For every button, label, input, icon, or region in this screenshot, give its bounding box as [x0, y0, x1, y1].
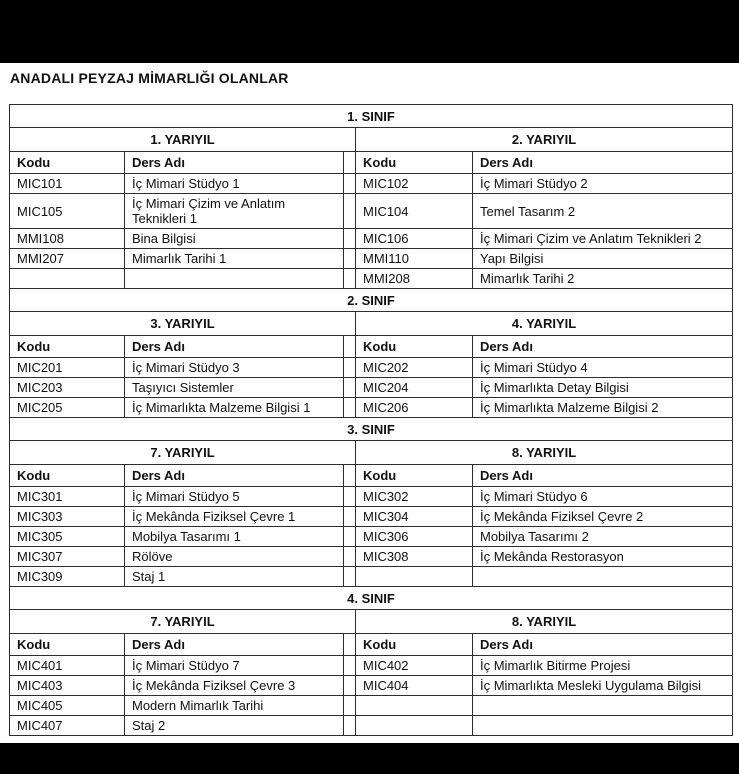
course-code-cell: MIC202	[356, 358, 473, 378]
class-title: 2. SINIF	[10, 289, 733, 312]
column-gap	[344, 152, 356, 174]
column-header-code: Kodu	[10, 336, 125, 358]
table-row	[10, 378, 733, 398]
course-code-cell: MIC403	[10, 676, 125, 696]
course-code-cell: MIC304	[356, 507, 473, 527]
page-title: ANADALI PEYZAJ MİMARLIĞI OLANLAR	[10, 70, 289, 86]
column-gap	[344, 229, 356, 249]
table-row	[10, 358, 733, 378]
course-name-cell: Yapı Bilgisi	[473, 249, 733, 269]
column-header-name: Ders Adı	[473, 465, 733, 487]
semester-header-row	[10, 312, 733, 336]
curriculum-table	[9, 104, 733, 736]
course-name-cell	[125, 269, 344, 289]
column-header-code: Kodu	[10, 465, 125, 487]
semester-header-right: 8. YARIYIL	[356, 441, 733, 465]
column-header-name: Ders Adı	[125, 336, 344, 358]
table-row	[10, 249, 733, 269]
column-header-name: Ders Adı	[473, 152, 733, 174]
semester-header-left: 7. YARIYIL	[10, 441, 356, 465]
course-code-cell: MIC101	[10, 174, 125, 194]
course-code-cell: MIC308	[356, 547, 473, 567]
column-gap	[344, 676, 356, 696]
course-name-cell: Modern Mimarlık Tarihi	[125, 696, 344, 716]
course-code-cell	[356, 696, 473, 716]
table-row	[10, 547, 733, 567]
class-title: 1. SINIF	[10, 105, 733, 128]
course-name-cell: İç Mimari Stüdyo 4	[473, 358, 733, 378]
course-name-cell	[473, 696, 733, 716]
table-row	[10, 507, 733, 527]
course-code-cell: MIC204	[356, 378, 473, 398]
course-name-cell: İç Mimarlıkta Malzeme Bilgisi 1	[125, 398, 344, 418]
course-name-cell: Mobilya Tasarımı 2	[473, 527, 733, 547]
table-row	[10, 487, 733, 507]
semester-header-left: 3. YARIYIL	[10, 312, 356, 336]
column-header-code: Kodu	[356, 634, 473, 656]
course-code-cell	[356, 716, 473, 736]
column-gap	[344, 174, 356, 194]
course-code-cell: MIC104	[356, 194, 473, 229]
course-name-cell: İç Mimarlıkta Mesleki Uygulama Bilgisi	[473, 676, 733, 696]
column-header-name: Ders Adı	[473, 634, 733, 656]
course-name-cell: İç Mimari Stüdyo 5	[125, 487, 344, 507]
course-name-cell: Rölöve	[125, 547, 344, 567]
course-code-cell: MIC307	[10, 547, 125, 567]
course-code-cell: MIC402	[356, 656, 473, 676]
semester-header-left: 1. YARIYIL	[10, 128, 356, 152]
column-gap	[344, 507, 356, 527]
column-header-name: Ders Adı	[125, 634, 344, 656]
course-code-cell: MMI207	[10, 249, 125, 269]
column-gap	[344, 547, 356, 567]
semester-header-row	[10, 128, 733, 152]
course-code-cell	[356, 567, 473, 587]
course-name-cell: İç Mekânda Restorasyon	[473, 547, 733, 567]
course-name-cell: İç Mekânda Fiziksel Çevre 3	[125, 676, 344, 696]
class-title-row	[10, 418, 733, 441]
top-letterbox-bar	[0, 0, 739, 63]
course-name-cell: İç Mimari Stüdyo 6	[473, 487, 733, 507]
bottom-letterbox-bar	[0, 743, 739, 774]
semester-header-right: 4. YARIYIL	[356, 312, 733, 336]
semester-header-row	[10, 610, 733, 634]
semester-header-row	[10, 441, 733, 465]
course-name-cell: İç Mimari Stüdyo 2	[473, 174, 733, 194]
course-name-cell: İç Mimari Stüdyo 3	[125, 358, 344, 378]
column-gap	[344, 269, 356, 289]
column-header-row	[10, 152, 733, 174]
course-name-cell: İç Mimarlık Bitirme Projesi	[473, 656, 733, 676]
course-code-cell: MIC309	[10, 567, 125, 587]
course-name-cell: Mimarlık Tarihi 2	[473, 269, 733, 289]
course-name-cell: İç Mimarlıkta Malzeme Bilgisi 2	[473, 398, 733, 418]
column-gap	[344, 398, 356, 418]
course-code-cell	[10, 269, 125, 289]
column-gap	[344, 249, 356, 269]
course-code-cell: MIC407	[10, 716, 125, 736]
table-row	[10, 194, 733, 229]
course-code-cell: MIC106	[356, 229, 473, 249]
course-name-cell: Bina Bilgisi	[125, 229, 344, 249]
column-header-code: Kodu	[356, 152, 473, 174]
class-title-row	[10, 105, 733, 128]
course-name-cell: Taşıyıcı Sistemler	[125, 378, 344, 398]
course-name-cell: İç Mekânda Fiziksel Çevre 2	[473, 507, 733, 527]
table-row	[10, 269, 733, 289]
column-gap	[344, 656, 356, 676]
course-name-cell	[473, 716, 733, 736]
course-code-cell: MIC102	[356, 174, 473, 194]
course-name-cell: İç Mimari Stüdyo 7	[125, 656, 344, 676]
course-code-cell: MIC206	[356, 398, 473, 418]
column-header-name: Ders Adı	[473, 336, 733, 358]
column-gap	[344, 194, 356, 229]
semester-header-right: 8. YARIYIL	[356, 610, 733, 634]
class-title: 3. SINIF	[10, 418, 733, 441]
course-code-cell: MMI108	[10, 229, 125, 249]
course-code-cell: MIC201	[10, 358, 125, 378]
column-header-name: Ders Adı	[125, 465, 344, 487]
course-name-cell: İç Mimari Çizim ve Anlatım Teknikleri 2	[473, 229, 733, 249]
column-header-code: Kodu	[10, 634, 125, 656]
column-header-row	[10, 465, 733, 487]
table-row	[10, 567, 733, 587]
column-header-row	[10, 336, 733, 358]
column-header-name: Ders Adı	[125, 152, 344, 174]
course-name-cell: İç Mimari Çizim ve Anlatım Teknikleri 1	[125, 194, 344, 229]
course-code-cell: MIC306	[356, 527, 473, 547]
course-code-cell: MIC301	[10, 487, 125, 507]
course-name-cell	[473, 567, 733, 587]
course-code-cell: MIC303	[10, 507, 125, 527]
table-row	[10, 716, 733, 736]
course-name-cell: İç Mimarlıkta Detay Bilgisi	[473, 378, 733, 398]
table-row	[10, 676, 733, 696]
column-gap	[344, 634, 356, 656]
course-name-cell: İç Mimari Stüdyo 1	[125, 174, 344, 194]
column-gap	[344, 696, 356, 716]
class-title-row	[10, 289, 733, 312]
course-name-cell: Staj 2	[125, 716, 344, 736]
course-name-cell: İç Mekânda Fiziksel Çevre 1	[125, 507, 344, 527]
course-code-cell: MIC305	[10, 527, 125, 547]
class-title: 4. SINIF	[10, 587, 733, 610]
course-name-cell: Staj 1	[125, 567, 344, 587]
table-row	[10, 174, 733, 194]
course-code-cell: MIC205	[10, 398, 125, 418]
semester-header-right: 2. YARIYIL	[356, 128, 733, 152]
column-gap	[344, 465, 356, 487]
column-gap	[344, 336, 356, 358]
column-header-code: Kodu	[10, 152, 125, 174]
course-name-cell: Mimarlık Tarihi 1	[125, 249, 344, 269]
column-gap	[344, 716, 356, 736]
column-header-code: Kodu	[356, 465, 473, 487]
course-code-cell: MMI110	[356, 249, 473, 269]
table-row	[10, 527, 733, 547]
course-code-cell: MMI208	[356, 269, 473, 289]
column-gap	[344, 567, 356, 587]
course-name-cell: Mobilya Tasarımı 1	[125, 527, 344, 547]
table-row	[10, 229, 733, 249]
course-code-cell: MIC404	[356, 676, 473, 696]
column-header-code: Kodu	[356, 336, 473, 358]
column-gap	[344, 527, 356, 547]
table-row	[10, 656, 733, 676]
table-row	[10, 398, 733, 418]
course-code-cell: MIC105	[10, 194, 125, 229]
class-title-row	[10, 587, 733, 610]
course-name-cell: Temel Tasarım 2	[473, 194, 733, 229]
table-row	[10, 696, 733, 716]
column-header-row	[10, 634, 733, 656]
course-code-cell: MIC401	[10, 656, 125, 676]
column-gap	[344, 487, 356, 507]
course-code-cell: MIC405	[10, 696, 125, 716]
column-gap	[344, 378, 356, 398]
column-gap	[344, 358, 356, 378]
semester-header-left: 7. YARIYIL	[10, 610, 356, 634]
course-code-cell: MIC203	[10, 378, 125, 398]
course-code-cell: MIC302	[356, 487, 473, 507]
